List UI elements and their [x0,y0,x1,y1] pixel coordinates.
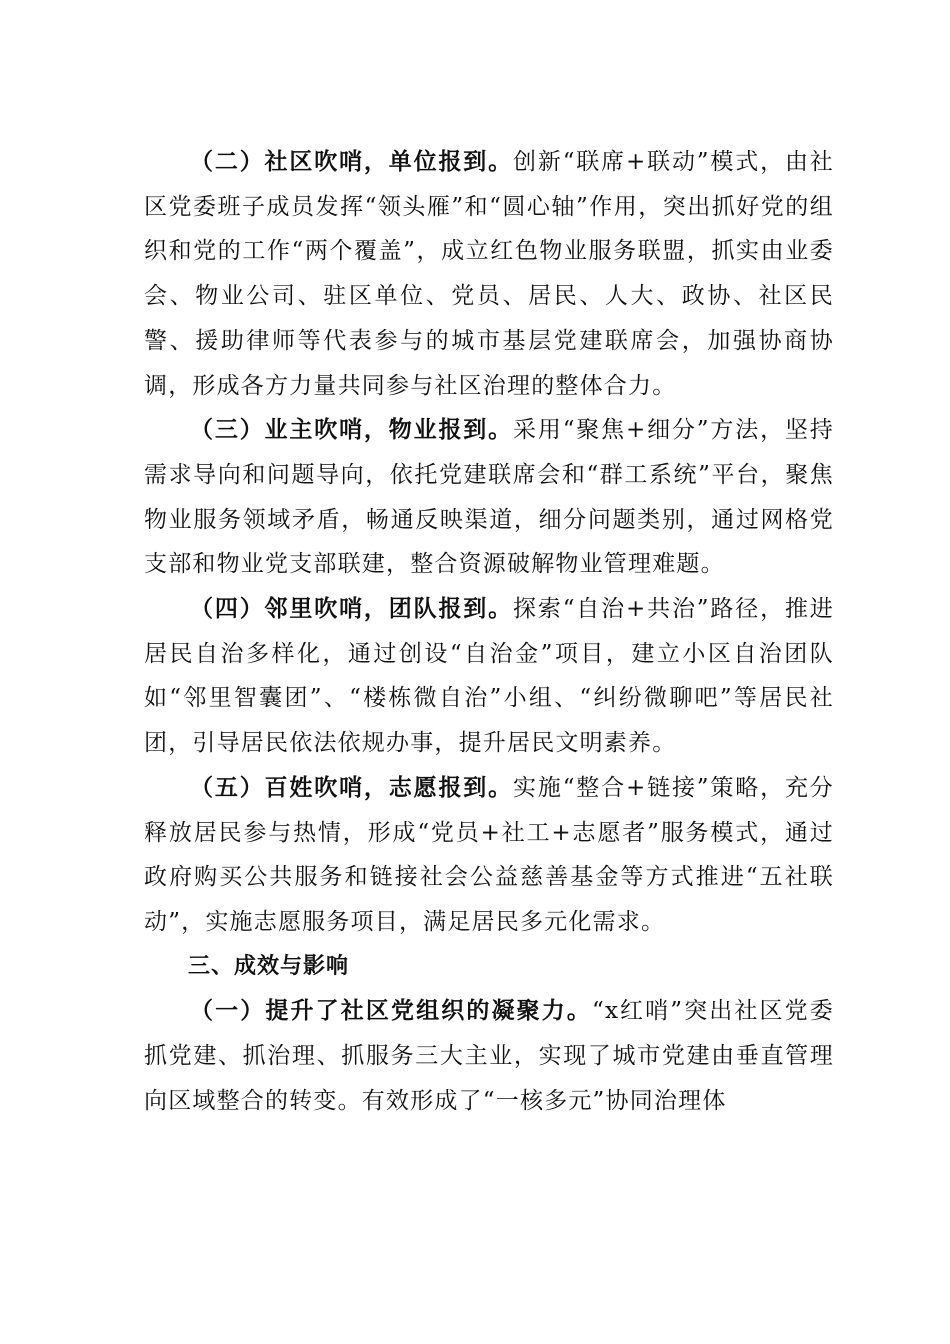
paragraph-owner-whistle [144,408,834,587]
section-heading: 三、成效与影响 [188,953,350,979]
paragraph-community-whistle [144,140,834,408]
document-body [144,140,834,1123]
paragraph-neighbor-whistle [144,587,834,766]
paragraph-lead: （二）社区吹哨，单位报到。 [190,148,513,175]
paragraph-lead: （三）业主吹哨，物业报到。 [190,416,513,444]
paragraph-lead: （四）邻里吹哨，团队报到。 [190,595,513,623]
paragraph-text: 探索“自治+共治”路径，推进居民自治多样化，通过创设“自治金”项目，建立小区自治团队如“邻里智囊团”、“楼栋微自治”小组、“纠纷微聊吧”等居民社团，引导居民依法依规办事，提升居民文明素养。 [144,596,834,757]
paragraph-cohesion [144,989,834,1123]
paragraph-lead: （五）百姓吹哨，志愿报到。 [190,773,513,801]
paragraph-text: 采用“聚焦+细分”方法，坚持需求导向和问题导向，依托党建联席会和“群工系统”平台，聚焦物业服务领域矛盾，畅通反映渠道，细分问题类别，通过网格党支部和物业党支部联建，整合资源破解物业管理难题。 [144,417,834,578]
paragraph-resident-whistle [144,766,834,945]
paragraph-text: 实施“整合+链接”策略，充分释放居民参与热情，形成“党员+社工+志愿者”服务模式，通过政府购买公共服务和链接社会公益慈善基金等方式推进“五社联动”，实施志愿服务项目，满足居民多元化需求。 [144,774,834,935]
paragraph-text: “x红哨”突出社区党委抓党建、抓治理、抓服务三大主业，实现了城市党建由垂直管理向区域整合的转变。有效形成了“一核多元”协同治理体 [144,998,834,1114]
paragraph-text: 创新“联席+联动”模式，由社区党委班子成员发挥“领头雁”和“圆心轴”作用，突出抓好党的组织和党的工作“两个覆盖”，成立红色物业服务联盟，抓实由业委会、物业公司、驻区单位、党员、居民、人大、政协、社区民警、援助律师等代表参与的城市基层党建联席会，加强协商协调，形成各方力量共同参与社区治理的整体合力。 [144,149,834,399]
paragraph-lead: （一）提升了社区党组织的凝聚力。 [190,997,592,1025]
